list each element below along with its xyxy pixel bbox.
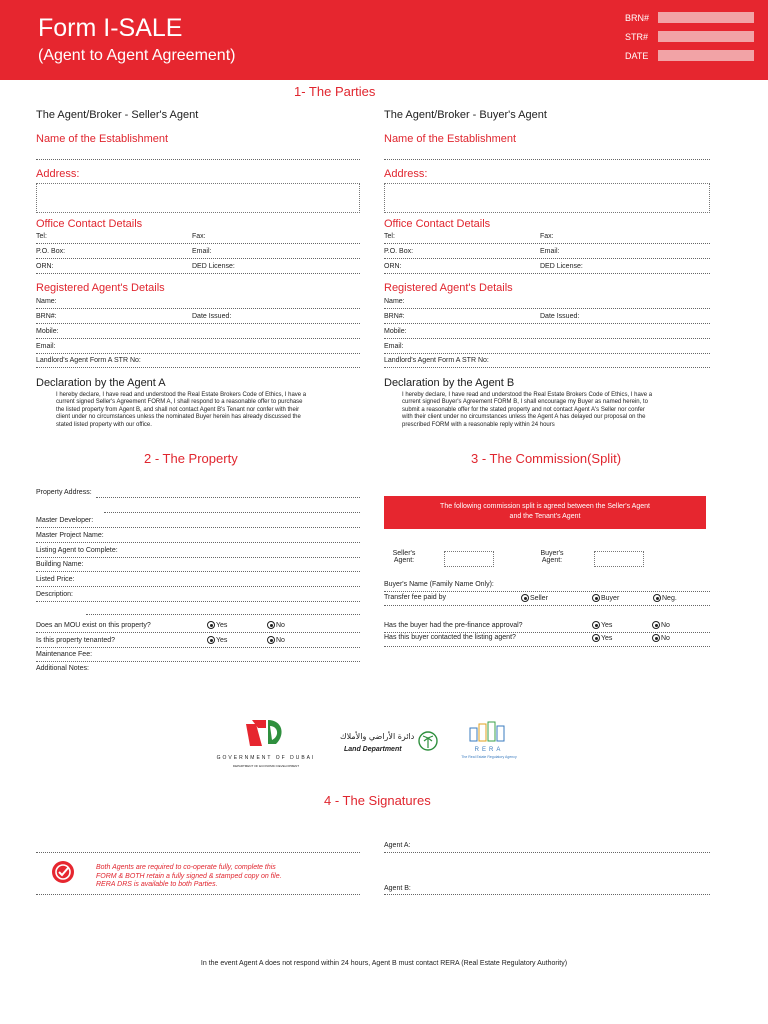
seller-agent-heading: The Agent/Broker - Seller's Agent: [36, 109, 199, 121]
agent-b-signature-input[interactable]: [384, 894, 710, 895]
brn-label: BRN#: [625, 13, 650, 23]
description-label: Description:: [36, 591, 73, 598]
transfer-fee-neg-option[interactable]: Neg.: [653, 594, 677, 602]
buyer-tel-input[interactable]: [384, 243, 710, 244]
buyer-email-label: Email:: [540, 248, 560, 255]
buyer-declaration-text: I hereby declare, I have read and understood the Real Estate Brokers Code of Ethics, I have a current signed Buyer's Agreement FORM B, I shall encourage my Buyer as named herein, to submit a reasonable offer for the stated property and not contact Agent A's Seller nor confer with their client under no circumstances unless the Agent A has delayed our proposal on the prescribed FORM with a reasonable reply within 24 hours: [402, 392, 653, 428]
buyer-agent-email-input[interactable]: [384, 353, 710, 354]
agent-b-signature-label: Agent B:: [384, 885, 411, 892]
radio-icon: [592, 621, 600, 629]
tenanted-question: Is this property tenanted?: [36, 637, 115, 644]
seller-establishment-label: Name of the Establishment: [36, 133, 169, 145]
seller-brn-input[interactable]: [36, 323, 360, 324]
radio-icon: [267, 636, 275, 644]
brn-input[interactable]: [658, 12, 754, 23]
seller-address-input[interactable]: [36, 183, 360, 213]
buyer-agent-split-input[interactable]: [594, 551, 644, 567]
additional-notes-label: Additional Notes:: [36, 665, 89, 672]
buyer-tel-label: Tel:: [384, 233, 395, 240]
check-circle-icon: [51, 860, 75, 884]
tenanted-yes-option[interactable]: Yes: [207, 636, 227, 644]
building-name-input[interactable]: [36, 571, 360, 572]
seller-agent-split-input[interactable]: [444, 551, 494, 567]
seller-name-label: Name:: [36, 298, 57, 305]
buyer-agent-split-label: Buyer's Agent:: [540, 550, 564, 564]
property-address-input[interactable]: [96, 497, 360, 498]
mou-no-option[interactable]: No: [267, 621, 285, 629]
seller-agent-email-input[interactable]: [36, 353, 360, 354]
listing-agent-input[interactable]: [36, 557, 360, 558]
dubai-government-logo: [216, 716, 316, 768]
description-input-2[interactable]: [86, 614, 360, 615]
rera-sub-text: The Real Estate Regulatory Agency: [461, 755, 517, 759]
building-name-label: Building Name:: [36, 561, 84, 568]
buyer-name-input[interactable]: [384, 308, 710, 309]
seller-orn-input[interactable]: [36, 273, 360, 274]
seller-registered-heading: Registered Agent's Details: [36, 282, 165, 294]
maintenance-fee-label: Maintenance Fee:: [36, 651, 93, 658]
mou-question: Does an MOU exist on this property?: [36, 622, 151, 629]
maintenance-fee-input[interactable]: [36, 661, 360, 662]
agent-a-signature-label: Agent A:: [384, 842, 411, 849]
agent-a-signature-input[interactable]: [384, 852, 710, 853]
dubai-emblem-icon: [216, 716, 316, 750]
date-label: DATE: [625, 51, 649, 61]
signatures-title: 4 - The Signatures: [324, 793, 431, 808]
buyer-declaration-title: Declaration by the Agent B: [384, 377, 515, 389]
property-address-input-2[interactable]: [104, 512, 360, 513]
radio-icon: [592, 634, 600, 642]
palm-emblem-icon: [418, 730, 438, 752]
listed-price-input[interactable]: [36, 586, 360, 587]
radio-icon: [652, 621, 660, 629]
seller-address-label: Address:: [36, 168, 80, 180]
contacted-divider: [384, 646, 710, 647]
master-developer-label: Master Developer:: [36, 517, 94, 524]
buyer-pobox-label: P.O. Box:: [384, 248, 414, 255]
buyer-fax-label: Fax:: [540, 233, 554, 240]
buyer-office-heading: Office Contact Details: [384, 218, 491, 230]
rera-buildings-icon: [458, 720, 520, 742]
transfer-fee-buyer-option[interactable]: Buyer: [592, 594, 619, 602]
seller-agent-email-label: Email:: [36, 343, 56, 350]
str-input[interactable]: [658, 31, 754, 42]
seller-ded-label: DED License:: [192, 263, 235, 270]
rera-text: RERA: [474, 747, 504, 753]
seller-name-input[interactable]: [36, 308, 360, 309]
header-band: [0, 0, 768, 80]
form-subtitle: (Agent to Agent Agreement): [38, 47, 236, 64]
buyer-establishment-label: Name of the Establishment: [384, 133, 517, 145]
description-input[interactable]: [36, 601, 360, 602]
buyer-orn-label: ORN:: [384, 263, 402, 270]
radio-icon: [653, 594, 661, 602]
buyer-family-name-label: Buyer's Name (Family Name Only):: [384, 581, 494, 588]
mou-yes-option[interactable]: Yes: [207, 621, 227, 629]
seller-tel-label: Tel:: [36, 233, 47, 240]
buyer-brn-input[interactable]: [384, 323, 710, 324]
radio-icon: [592, 594, 600, 602]
radio-icon: [207, 636, 215, 644]
date-input[interactable]: [658, 50, 754, 61]
signature-divider-bottom: [36, 894, 360, 895]
seller-pobox-input[interactable]: [36, 258, 360, 259]
buyer-address-input[interactable]: [384, 183, 710, 213]
buyer-pobox-input[interactable]: [384, 258, 710, 259]
seller-brn-label: BRN#:: [36, 313, 57, 320]
contacted-yes-option[interactable]: Yes: [592, 634, 612, 642]
transfer-fee-divider: [384, 605, 710, 606]
signature-note: Both Agents are required to co-operate fully, complete this FORM & BOTH retain a fully signed & stamped copy on file. RERA DRS is available to both Parties.: [96, 864, 282, 888]
commission-banner: The following commission split is agreed between the Seller's Agent and the Tenant's Agent: [384, 496, 706, 529]
seller-establishment-input[interactable]: [36, 159, 360, 160]
land-department-logo: [340, 730, 440, 760]
buyer-agent-heading: The Agent/Broker - Buyer's Agent: [384, 109, 547, 121]
property-title: 2 - The Property: [144, 451, 238, 466]
mou-divider: [36, 632, 360, 633]
tenanted-no-option[interactable]: No: [267, 636, 285, 644]
radio-icon: [652, 634, 660, 642]
land-dept-text: Land Department: [344, 746, 402, 753]
seller-orn-label: ORN:: [36, 263, 54, 270]
seller-str-input[interactable]: [36, 367, 360, 368]
buyer-registered-heading: Registered Agent's Details: [384, 282, 513, 294]
radio-icon: [267, 621, 275, 629]
seller-date-issued-label: Date Issued:: [192, 313, 232, 320]
signature-divider-top: [36, 852, 360, 853]
seller-office-heading: Office Contact Details: [36, 218, 143, 230]
contacted-question: Has this buyer contacted the listing agent?: [384, 634, 516, 641]
seller-email-label: Email:: [192, 248, 212, 255]
buyer-establishment-input[interactable]: [384, 159, 710, 160]
seller-agent-split-label: Seller's Agent:: [392, 550, 416, 564]
transfer-fee-seller-option[interactable]: Seller: [521, 594, 548, 602]
buyer-agent-email-label: Email:: [384, 343, 404, 350]
buyer-address-label: Address:: [384, 168, 428, 180]
dubai-dept-text: DEPARTMENT OF ECONOMIC DEVELOPMENT: [232, 764, 300, 768]
buyer-date-issued-label: Date Issued:: [540, 313, 580, 320]
buyer-str-input[interactable]: [384, 367, 710, 368]
master-project-label: Master Project Name:: [36, 532, 104, 539]
contacted-no-option[interactable]: No: [652, 634, 670, 642]
prefinance-question: Has the buyer had the pre-finance approval?: [384, 622, 523, 629]
str-label: STR#: [625, 32, 649, 42]
buyer-ded-label: DED License:: [540, 263, 583, 270]
buyer-name-label: Name:: [384, 298, 405, 305]
seller-mobile-label: Mobile:: [36, 328, 59, 335]
seller-fax-label: Fax:: [192, 233, 206, 240]
footer-note: In the event Agent A does not respond within 24 hours, Agent B must contact RERA (Real Estate Regulatory Authority): [200, 960, 568, 967]
buyer-mobile-input[interactable]: [384, 338, 710, 339]
prefinance-divider: [384, 632, 710, 633]
commission-title: 3 - The Commission(Split): [471, 451, 622, 466]
master-developer-input[interactable]: [36, 527, 360, 528]
listed-price-label: Listed Price:: [36, 576, 75, 583]
listing-agent-label: Listing Agent to Complete:: [36, 547, 118, 554]
buyer-orn-input[interactable]: [384, 273, 710, 274]
tenanted-divider: [36, 647, 360, 648]
buyer-brn-label: BRN#:: [384, 313, 405, 320]
property-address-label: Property Address:: [36, 489, 92, 496]
seller-str-label: Landlord's Agent Form A STR No:: [36, 357, 141, 364]
seller-mobile-input[interactable]: [36, 338, 360, 339]
buyer-mobile-label: Mobile:: [384, 328, 407, 335]
dubai-govt-text: GOVERNMENT OF DUBAI: [216, 755, 316, 761]
seller-declaration-title: Declaration by the Agent A: [36, 377, 166, 389]
form-title: Form I-SALE: [38, 14, 183, 42]
radio-icon: [207, 621, 215, 629]
parties-title: 1- The Parties: [294, 84, 376, 99]
rera-logo: [458, 720, 520, 764]
buyer-family-name-input[interactable]: [384, 591, 710, 592]
land-dept-arabic-text: دائرة الأراضي والأملاك: [340, 732, 415, 741]
master-project-input[interactable]: [36, 542, 360, 543]
prefinance-no-option[interactable]: No: [652, 621, 670, 629]
seller-pobox-label: P.O. Box:: [36, 248, 66, 255]
transfer-fee-label: Transfer fee paid by: [384, 594, 446, 601]
seller-declaration-text: I hereby declare, I have read and understood the Real Estate Brokers Code of Ethics, I have a current signed Seller's Agreement FORM A, I shall respond to a reasonable offer to purchase the listed property from Agent B, and shall not contact Agent B's Tenant nor confer with their client under no circumstances unless the nominated Buyer herein has already discussed the stated listed property with our office.: [56, 392, 307, 428]
prefinance-yes-option[interactable]: Yes: [592, 621, 612, 629]
seller-tel-input[interactable]: [36, 243, 360, 244]
buyer-str-label: Landlord's Agent Form A STR No:: [384, 357, 489, 364]
radio-icon: [521, 594, 529, 602]
